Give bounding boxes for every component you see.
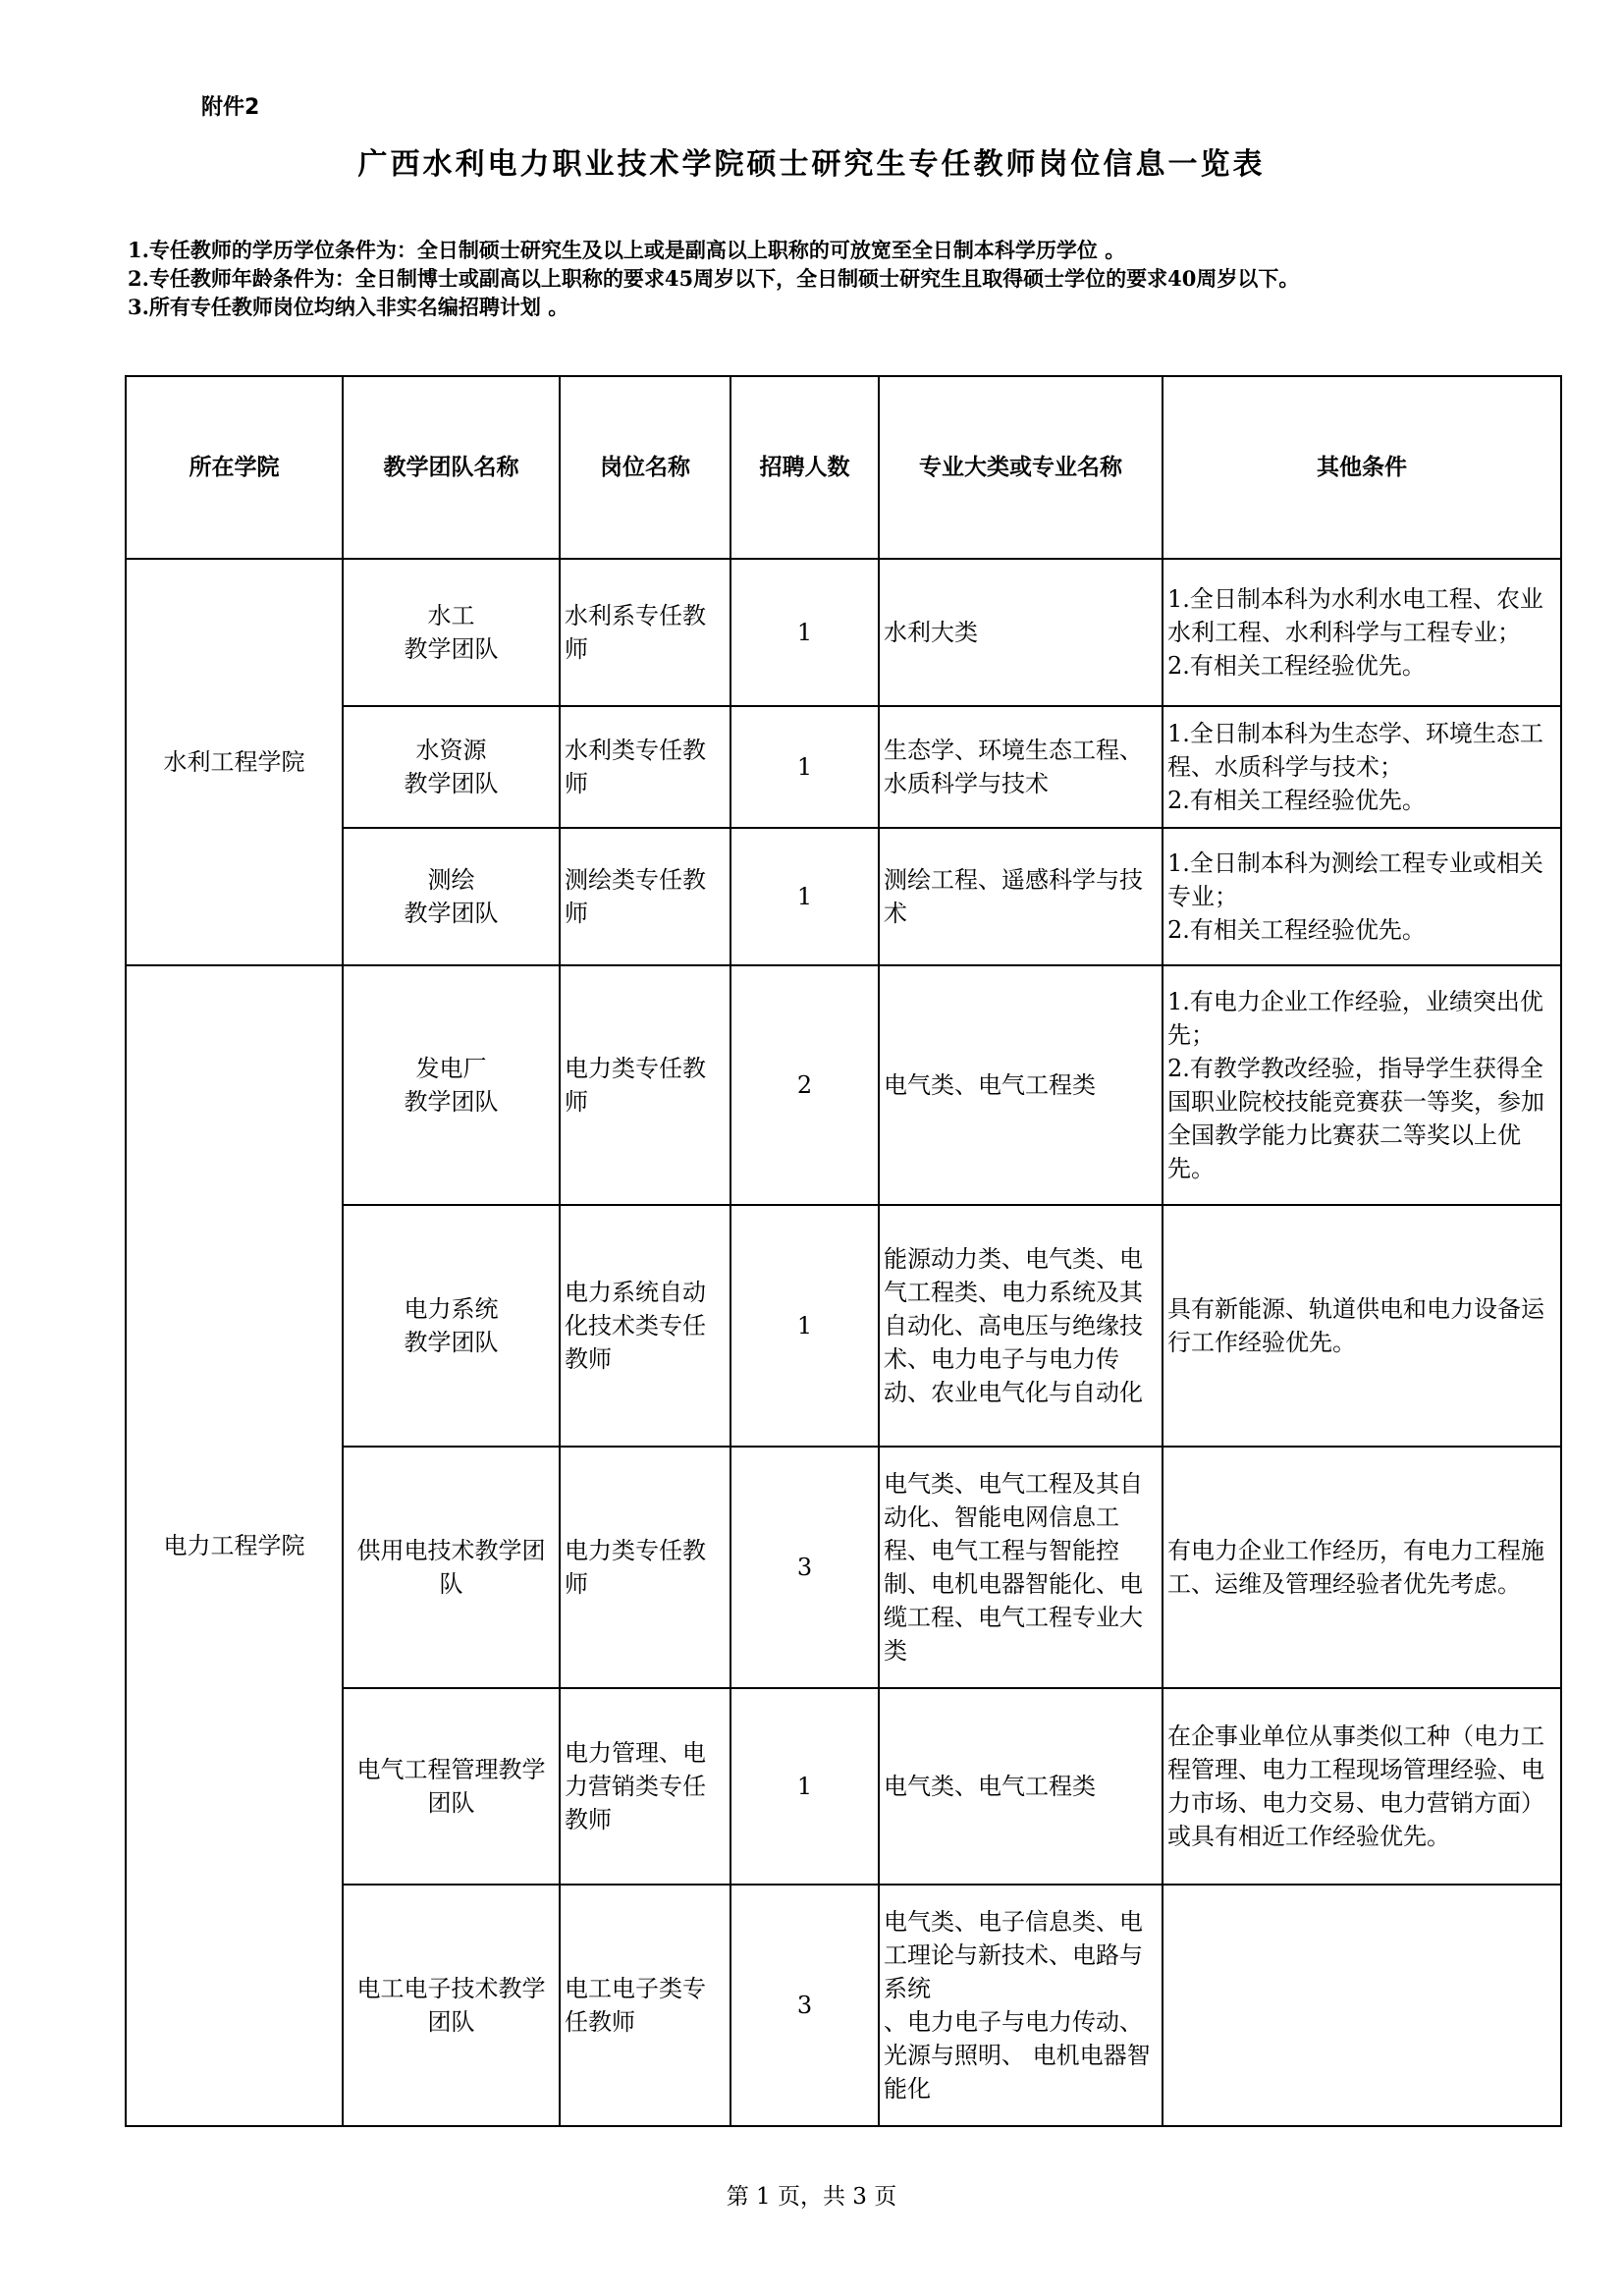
conditions-cell: 1.有电力企业工作经验，业绩突出优先； 2.有教学教改经验，指导学生获得全国职业院校技能竞赛获一等奖，参加全国教学能力比赛获二等奖以上优先。 — [1163, 965, 1561, 1205]
team-cell: 电力系统 教学团队 — [343, 1205, 560, 1447]
major-cell: 电气类、电子信息类、电工理论与新技术、电路与系统 、电力电子与电力传动、光源与照明、 电机电器智能化 — [879, 1885, 1163, 2126]
note-item: 3.所有专任教师岗位均纳入非实名编招聘计划 。 — [128, 295, 569, 319]
requirements-notes — [128, 236, 1542, 321]
position-cell: 电力管理、电力营销类专任教师 — [560, 1688, 730, 1885]
count-cell: 3 — [730, 1885, 879, 2126]
header-major: 专业大类或专业名称 — [879, 376, 1163, 559]
count-cell: 1 — [730, 706, 879, 828]
header-college: 所在学院 — [126, 376, 343, 559]
major-cell: 电气类、电气工程类 — [879, 1688, 1163, 1885]
header-position: 岗位名称 — [560, 376, 730, 559]
college-cell: 电力工程学院 — [126, 965, 343, 2126]
team-cell: 发电厂 教学团队 — [343, 965, 560, 1205]
positions-table — [125, 375, 1562, 2127]
conditions-cell: 在企事业单位从事类似工种（电力工程管理、电力工程现场管理经验、电力市场、电力交易、电力营销方面）或具有相近工作经验优先。 — [1163, 1688, 1561, 1885]
position-cell: 电力类专任教师 — [560, 965, 730, 1205]
major-cell: 能源动力类、电气类、电气工程类、电力系统及其自动化、高电压与绝缘技术、电力电子与电力传动、农业电气化与自动化 — [879, 1205, 1163, 1447]
document-title: 广西水利电力职业技术学院硕士研究生专任教师岗位信息一览表 — [357, 147, 1266, 182]
position-cell: 电工电子类专任教师 — [560, 1885, 730, 2126]
position-cell: 电力系统自动化技术类专任教师 — [560, 1205, 730, 1447]
count-cell: 1 — [730, 559, 879, 706]
header-team: 教学团队名称 — [343, 376, 560, 559]
header-conditions: 其他条件 — [1163, 376, 1561, 559]
major-cell: 测绘工程、遥感科学与技术 — [879, 828, 1163, 965]
attachment-label: 附件2 — [201, 95, 260, 120]
table-row — [126, 965, 1561, 1205]
table-header-row — [126, 376, 1561, 559]
team-cell: 测绘 教学团队 — [343, 828, 560, 965]
team-cell: 供用电技术教学团队 — [343, 1447, 560, 1688]
major-cell: 生态学、环境生态工程、水质科学与技术 — [879, 706, 1163, 828]
team-cell: 水工 教学团队 — [343, 559, 560, 706]
conditions-cell — [1163, 1885, 1561, 2126]
count-cell: 1 — [730, 1205, 879, 1447]
note-item: 1.专任教师的学历学位条件为：全日制硕士研究生及以上或是副高以上职称的可放宽至全日制本科学历学位 。 — [128, 238, 1126, 262]
major-cell: 电气类、电气工程类 — [879, 965, 1163, 1205]
conditions-cell: 1.全日制本科为测绘工程专业或相关专业； 2.有相关工程经验优先。 — [1163, 828, 1561, 965]
note-item: 2.专任教师年龄条件为：全日制博士或副高以上职称的要求45周岁以下，全日制硕士研究生且取得硕士学位的要求40周岁以下。 — [128, 266, 1300, 291]
conditions-cell: 具有新能源、轨道供电和电力设备运行工作经验优先。 — [1163, 1205, 1561, 1447]
position-cell: 电力类专任教师 — [560, 1447, 730, 1688]
major-cell: 水利大类 — [879, 559, 1163, 706]
team-cell: 水资源 教学团队 — [343, 706, 560, 828]
team-cell: 电工电子技术教学团队 — [343, 1885, 560, 2126]
count-cell: 2 — [730, 965, 879, 1205]
position-cell: 水利系专任教师 — [560, 559, 730, 706]
count-cell: 1 — [730, 828, 879, 965]
conditions-cell: 1.全日制本科为生态学、环境生态工程、水质科学与技术； 2.有相关工程经验优先。 — [1163, 706, 1561, 828]
conditions-cell: 1.全日制本科为水利水电工程、农业水利工程、水利科学与工程专业； 2.有相关工程经验优先。 — [1163, 559, 1561, 706]
position-cell: 水利类专任教师 — [560, 706, 730, 828]
count-cell: 1 — [730, 1688, 879, 1885]
team-cell: 电气工程管理教学团队 — [343, 1688, 560, 1885]
table-row — [126, 559, 1561, 706]
count-cell: 3 — [730, 1447, 879, 1688]
header-count: 招聘人数 — [730, 376, 879, 559]
college-cell: 水利工程学院 — [126, 559, 343, 965]
page-footer: 第 1 页，共 3 页 — [726, 2184, 897, 2210]
position-cell: 测绘类专任教师 — [560, 828, 730, 965]
conditions-cell: 有电力企业工作经历，有电力工程施工、运维及管理经验者优先考虑。 — [1163, 1447, 1561, 1688]
major-cell: 电气类、电气工程及其自动化、智能电网信息工程、电气工程与智能控制、电机电器智能化、电缆工程、电气工程专业大类 — [879, 1447, 1163, 1688]
